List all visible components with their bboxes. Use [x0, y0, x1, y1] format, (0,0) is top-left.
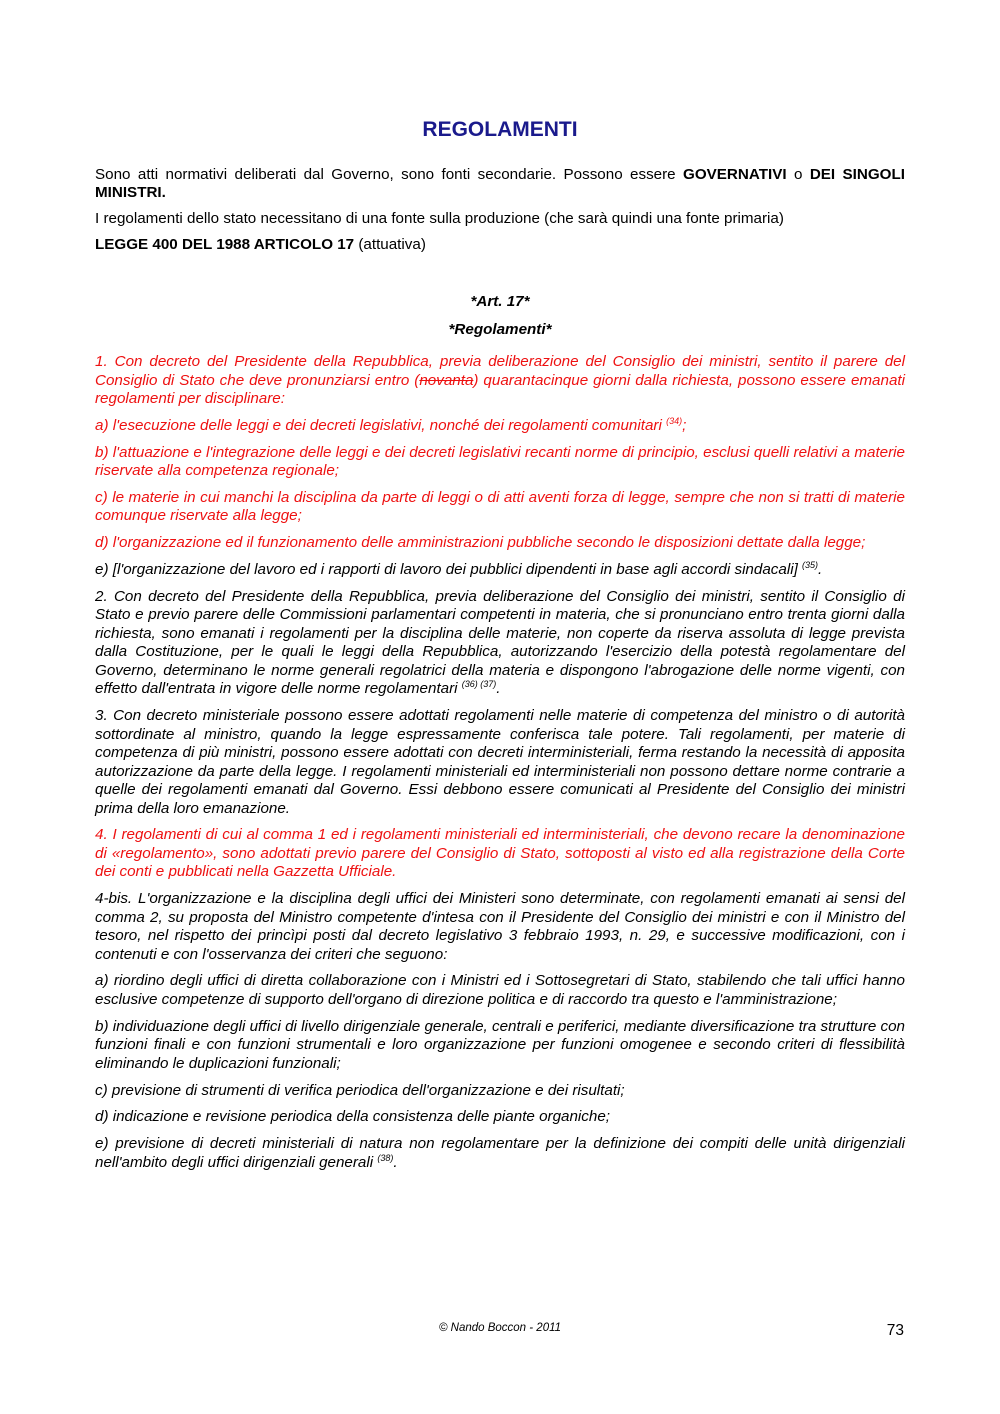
- intro-section: [95, 166, 905, 254]
- page-number: 73: [886, 1322, 904, 1339]
- intro-paragraph: [95, 166, 905, 202]
- article-heading: *Art. 17*: [470, 293, 530, 310]
- item-b: b) l'attuazione e l'integrazione delle leggi e dei decreti legislativi recanti norme di principio, esclusi quelli relativi a materie riservate alla competenza regionale;: [95, 443, 905, 480]
- item-e-text: e) [l'organizzazione del lavoro ed i rapporti di lavoro dei pubblici dipendenti in base agli accordi sindacali]: [95, 560, 803, 578]
- intro-bold-ministri: DEI SINGOLI MINISTRI.: [95, 166, 905, 201]
- paragraph-1: [95, 353, 905, 409]
- item-a-text: a) l'esecuzione delle leggi e dei decreti legislativi, nonché dei regolamenti comunitari: [95, 416, 667, 434]
- subitem-d: d) indicazione e revisione periodica della consistenza delle piante organiche;: [95, 1108, 611, 1126]
- intro-text: Sono atti normativi deliberati dal Governo, sono fonti secondarie. Possono essere: [95, 166, 684, 183]
- paragraph-4: 4. I regolamenti di cui al comma 1 ed i regolamenti ministeriali ed interministeriali, che devono recare la denominazione di «regolamento», sono adottati previo parere del Consiglio di Stato, sottoposti al visto ed alla registrazione della Corte dei conti e pubblicati nella Gazzetta Ufficiale.: [95, 826, 905, 881]
- item-d: d) l'organizzazione ed il funzionamento delle amministrazioni pubbliche secondo le disposizioni dettate dalla legge;: [95, 534, 866, 552]
- intro-bold-governativi: GOVERNATIVI: [683, 166, 787, 183]
- legge-reference: [95, 236, 905, 254]
- paragraph-2-text: 2. Con decreto del Presidente della Repubblica, previa deliberazione del Consiglio dei ministri, sentito il Consiglio di Stato e previo parere delle Commissioni parlamentari competenti in materia, che si pronunciano entro trenta giorni dalla richiesta, sono emanati i regolamenti per la disciplina delle materie, non coperte da riserva assoluta di legge prevista dalla Costituzione, per le quali le leggi della Repubblica, autorizzando l'esercizio della potestà regolamentare del Governo, determinano le norme generali regolatrici della materia e dispongono l'abrogazione delle norme vigenti, con effetto dall'entrata in vigore delle norme regolamentari: [95, 587, 905, 698]
- item-e-end: .: [818, 560, 823, 578]
- footnote-ref: (34): [666, 415, 683, 426]
- item-a: [95, 417, 905, 436]
- legge-note: (attuativa): [354, 236, 426, 253]
- document-page: [95, 118, 905, 1180]
- subitem-e: [95, 1135, 905, 1172]
- footnote-ref: (36) (37): [461, 679, 497, 690]
- footnote-ref: (38): [377, 1152, 394, 1163]
- item-e: [95, 561, 905, 580]
- paragraph-1-text: 1. Con decreto del Presidente della Repubblica, previa deliberazione del Consiglio dei ministri, sentito il parere del Consiglio di Stato che deve pronunziarsi entro (: [95, 353, 905, 389]
- subitem-c: c) previsione di strumenti di verifica periodica dell'organizzazione e dei risultati;: [95, 1081, 625, 1099]
- paragraph-1-text-end: ) quarantacinque giorni dalla richiesta, possono essere emanati regolamenti per disciplinare:: [95, 371, 905, 407]
- subitem-a: a) riordino degli uffici di diretta collaborazione con i Ministri ed i Sottosegretari di Stato, stabilendo che tali uffici hanno esclusive competenze di supporto dell'organo di direzione politica e di raccordo tra questo e l'amministrazione;: [95, 972, 905, 1008]
- paragraph-3: 3. Con decreto ministeriale possono essere adottati regolamenti nelle materie di competenza del ministro o di autorità sottordinate al ministro, quando la legge espressamente conferisca tale potere. Tali regolamenti, per materie di competenza di più ministri, possono essere adottati con decreti interministeriali, ferma restando la necessità di apposita autorizzazione da parte della legge. I regolamenti ministeriali ed interministeriali non possono dettare norme contrarie a quelle dei regolamenti emanati dal Governo. Essi debbono essere comunicati al Presidente del Consiglio dei ministri prima della loro emanazione.: [95, 707, 905, 817]
- subitem-e-text: e) previsione di decreti ministeriali di natura non regolamentare per la definizione dei compiti delle unità dirigenziali nell'ambito degli uffici dirigenziali generali: [95, 1135, 905, 1171]
- page-footer: [0, 1321, 1000, 1343]
- item-c: c) le materie in cui manchi la disciplina da parte di leggi o di atti aventi forza di legge, sempre che non si tratti di materie comunque riservate alla legge;: [95, 488, 905, 525]
- intro-conjunction: o: [786, 166, 810, 183]
- paragraph-2: [95, 588, 905, 699]
- legge-title: LEGGE 400 DEL 1988 ARTICOLO 17: [95, 236, 355, 253]
- subitem-e-end: .: [393, 1153, 398, 1171]
- paragraph-2-end: .: [496, 680, 501, 698]
- paragraph-4-bis: 4-bis. L'organizzazione e la disciplina degli uffici dei Ministeri sono determinate, con regolamenti emanati ai sensi del comma 2, su proposta del Ministro competente d'intesa con il Presidente del Consiglio dei ministri e con il Ministro del tesoro, nel rispetto dei princìpi posti dal decreto legislativo 3 febbraio 1993, n. 29, e successive modificazioni, con i contenuti e con l'osservanza dei criteri che seguono:: [95, 890, 905, 963]
- intro-line-2: I regolamenti dello stato necessitano di una fonte sulla produzione (che sarà quindi una fonte primaria): [95, 210, 784, 227]
- subitem-b: b) individuazione degli uffici di livello dirigenziale generale, centrali e periferici, mediante diversificazione tra strutture con funzioni finali e con funzioni strumentali e loro organizzazione per funzioni omogenee e secondo criteri di flessibilità eliminando le duplicazioni funzionali;: [95, 1017, 905, 1072]
- footnote-ref: (35): [802, 559, 819, 570]
- article-body: [95, 353, 905, 1172]
- page-title: REGOLAMENTI: [422, 118, 578, 141]
- copyright-notice: © Nando Boccon - 2011: [438, 1322, 562, 1334]
- item-a-end: ;: [682, 416, 687, 434]
- article-subheading: *Regolamenti*: [448, 321, 552, 338]
- struck-text: novanta: [419, 371, 474, 389]
